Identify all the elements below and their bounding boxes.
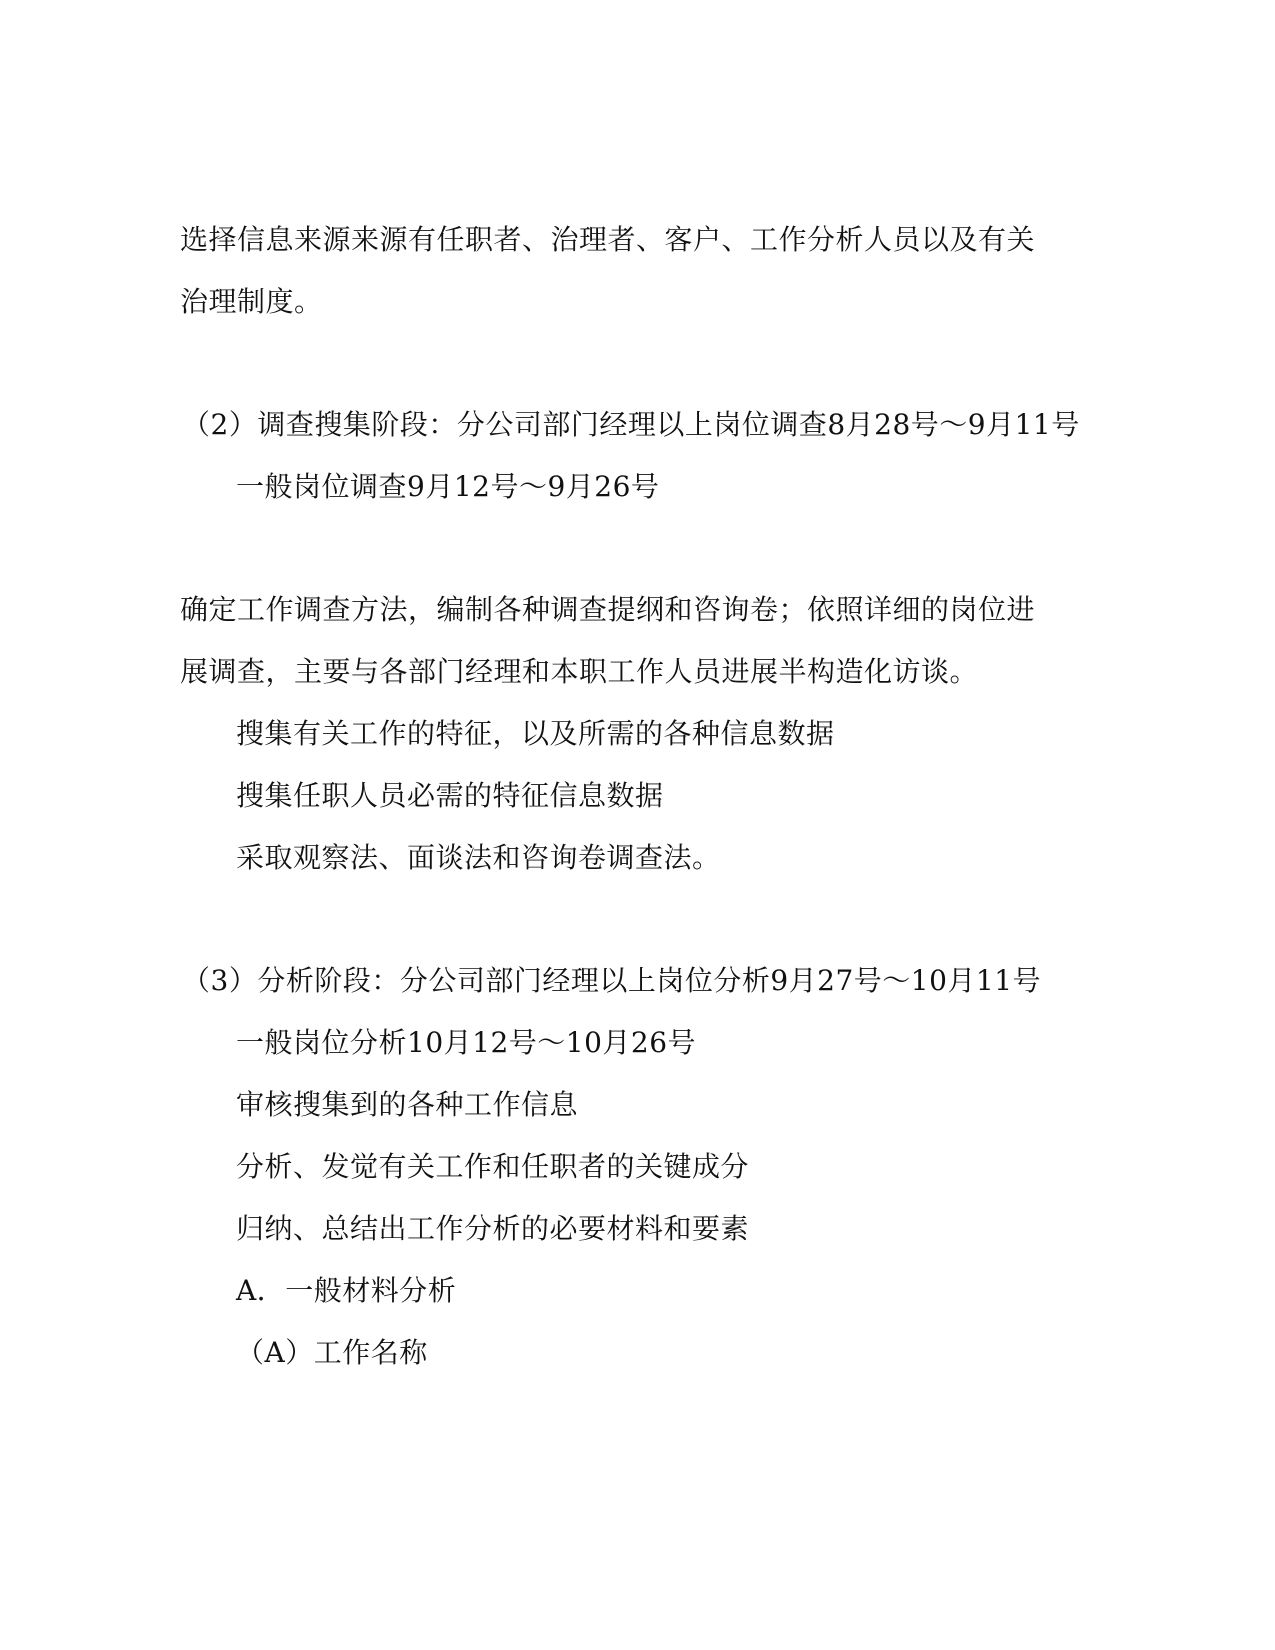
list-item-review-info: 审核搜集到的各种工作信息 <box>236 1088 579 1121</box>
section-2-general-schedule: 一般岗位调查9月12号～9月26号 <box>236 470 660 503</box>
list-item-summarize-elements: 归纳、总结出工作分析的必要材料和要素 <box>236 1212 750 1245</box>
list-item-collect-staff-features: 搜集任职人员必需的特征信息数据 <box>236 779 664 812</box>
subheading-job-title: （A）工作名称 <box>236 1336 428 1369</box>
list-item-collect-job-features: 搜集有关工作的特征，以及所需的各种信息数据 <box>236 717 835 750</box>
section-2-heading: （2）调查搜集阶段：分公司部门经理以上岗位调查8月28号～9月11号 <box>182 408 1080 441</box>
paragraph-info-sources-line-2: 治理制度。 <box>180 285 323 318</box>
paragraph-info-sources-line-1: 选择信息来源来源有任职者、治理者、客户、工作分析人员以及有关 <box>180 223 1036 256</box>
list-item-analyze-components: 分析、发觉有关工作和任职者的关键成分 <box>236 1150 750 1183</box>
subheading-general-material-analysis: A．一般材料分析 <box>236 1274 457 1307</box>
list-item-methods: 采取观察法、面谈法和咨询卷调查法。 <box>236 841 721 874</box>
paragraph-survey-method-line-2: 展调查，主要与各部门经理和本职工作人员进展半构造化访谈。 <box>180 655 979 688</box>
section-3-general-schedule: 一般岗位分析10月12号～10月26号 <box>236 1026 697 1059</box>
paragraph-survey-method-line-1: 确定工作调查方法，编制各种调查提纲和咨询卷；依照详细的岗位进 <box>180 593 1036 626</box>
section-3-heading: （3）分析阶段：分公司部门经理以上岗位分析9月27号～10月11号 <box>182 964 1042 997</box>
